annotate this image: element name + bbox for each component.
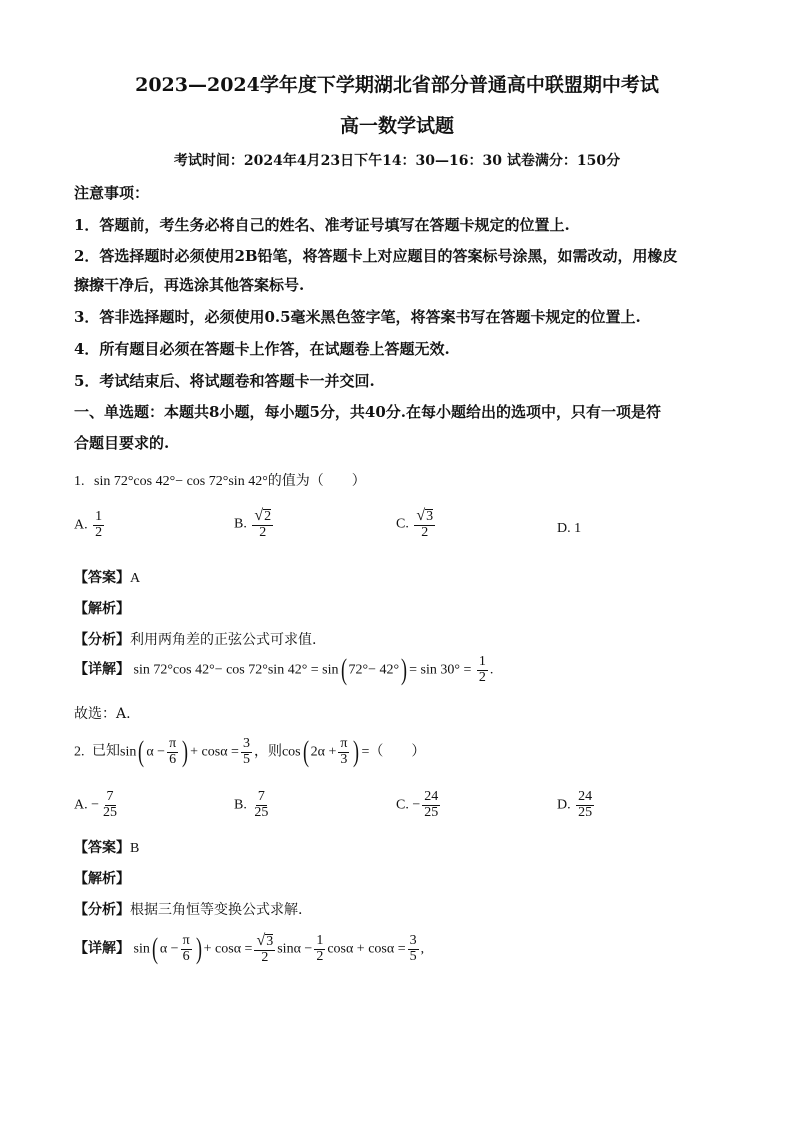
fraction bbox=[314, 934, 325, 964]
sqrt-icon: √ bbox=[254, 507, 264, 524]
option-label: A. bbox=[74, 797, 88, 813]
expr: + cosα = bbox=[190, 744, 239, 760]
fraction bbox=[93, 510, 104, 540]
denominator: 25 bbox=[424, 804, 439, 820]
expr: cosα + cosα = bbox=[327, 941, 406, 957]
option-label: A. bbox=[74, 517, 88, 533]
option-label: B. bbox=[234, 516, 247, 532]
fraction bbox=[167, 737, 178, 767]
right-paren: ) bbox=[401, 653, 408, 687]
fraction bbox=[408, 934, 419, 964]
answer-value: A bbox=[130, 571, 141, 586]
expr: 2α + bbox=[310, 744, 337, 760]
option-label: D. bbox=[557, 797, 571, 813]
detail-expr: = sin 30° = bbox=[409, 662, 472, 678]
denominator: 25 bbox=[578, 804, 593, 820]
fn-sin: sin bbox=[133, 941, 150, 957]
numerator: 24 bbox=[424, 789, 439, 804]
denominator: 6 bbox=[182, 948, 190, 964]
radicand: 3 bbox=[426, 509, 434, 524]
answer-value: B bbox=[130, 841, 140, 856]
denominator: 2 bbox=[259, 524, 267, 540]
exam-info: 考试时间：2024年4月23日下午14：30—16：30 试卷满分：150分 bbox=[173, 153, 621, 169]
exam-subtitle: 高一数学试题 bbox=[339, 115, 454, 137]
fraction bbox=[338, 737, 349, 767]
option-value: 1 bbox=[574, 521, 582, 536]
fraction bbox=[181, 934, 192, 964]
numerator bbox=[254, 933, 275, 951]
answer-tag: 【答案】 bbox=[74, 570, 130, 586]
fenxi-line bbox=[74, 629, 316, 649]
fn-cos: cos bbox=[281, 744, 301, 760]
minus-sign: − bbox=[91, 797, 100, 813]
question-prefix: 已知 bbox=[92, 744, 120, 760]
numerator: 3 bbox=[409, 933, 417, 949]
numerator: 24 bbox=[578, 789, 593, 804]
section-heading: 一、单选题：本题共8小题，每小题5分，共40分.在每小题给出的选项中，只有一项是符 bbox=[74, 403, 661, 421]
denominator: 6 bbox=[169, 751, 177, 767]
numerator: 1 bbox=[478, 654, 486, 669]
question-suffix: 的值为（ ） bbox=[267, 474, 366, 489]
note-item: 1．答题前，考生务必将自己的姓名、准考证号填写在答题卡规定的位置上. bbox=[74, 216, 570, 234]
fraction bbox=[422, 790, 440, 820]
minus-sign: − bbox=[412, 797, 421, 813]
question-1 bbox=[74, 470, 366, 490]
exam-title: 2023—2024学年度下学期湖北省部分普通高中联盟期中考试 bbox=[135, 74, 659, 96]
numerator: 7 bbox=[106, 789, 114, 804]
sqrt-icon: √ bbox=[416, 507, 426, 524]
left-paren: ( bbox=[138, 735, 145, 769]
question-2 bbox=[74, 737, 425, 767]
fraction bbox=[101, 790, 119, 820]
fraction bbox=[241, 737, 252, 767]
fenxi-tag: 【分析】 bbox=[74, 902, 130, 918]
numerator: 1 bbox=[95, 509, 103, 524]
fraction bbox=[254, 933, 275, 965]
note-item: 2．答选择题时必须使用2B铅笔，将答题卡上对应题目的答案标号涂黑，如需改动，用橡皮 bbox=[74, 247, 678, 265]
numerator bbox=[252, 508, 273, 526]
q2-option-a bbox=[74, 790, 121, 820]
denominator: 25 bbox=[254, 804, 269, 820]
denominator: 2 bbox=[421, 524, 429, 540]
question-number: 2. bbox=[74, 744, 85, 760]
fraction bbox=[252, 790, 270, 820]
numerator: 7 bbox=[257, 789, 265, 804]
option-label: B. bbox=[234, 797, 247, 813]
right-paren: ) bbox=[195, 932, 202, 966]
fraction bbox=[252, 508, 273, 540]
detail-expr: 72°− 42° bbox=[348, 662, 400, 678]
denominator: 25 bbox=[103, 804, 118, 820]
denominator: 2 bbox=[95, 524, 103, 540]
note-item: 3．答非选择题时，必须使用0.5毫米黑色签字笔，将答案书写在答题卡规定的位置上. bbox=[74, 308, 641, 326]
option-label: D. bbox=[557, 521, 571, 536]
numerator: 3 bbox=[242, 736, 250, 751]
q2-option-b bbox=[234, 790, 272, 820]
question-number: 1. bbox=[74, 474, 85, 489]
notes-heading: 注意事项： bbox=[74, 184, 150, 202]
fn-sin: sin bbox=[120, 744, 137, 760]
detail-end: , bbox=[420, 941, 425, 957]
fenxi-tag: 【分析】 bbox=[74, 632, 130, 648]
expr: α − bbox=[146, 744, 166, 760]
expr: sinα − bbox=[277, 941, 313, 957]
note-item: 4．所有题目必须在答题卡上作答，在试题卷上答题无效. bbox=[74, 340, 450, 358]
denominator: 2 bbox=[316, 948, 324, 964]
sqrt-icon: √ bbox=[256, 932, 266, 949]
denominator: 2 bbox=[478, 669, 486, 685]
answer-line bbox=[74, 567, 140, 587]
fraction bbox=[477, 655, 488, 685]
question-stem: sin 72°cos 42°− cos 72°sin 42° bbox=[94, 474, 268, 489]
q1-option-c bbox=[396, 508, 437, 540]
expr: =（ ） bbox=[361, 744, 426, 760]
detail-line bbox=[74, 655, 493, 685]
numerator: 1 bbox=[316, 933, 324, 949]
section-heading-cont: 合题目要求的. bbox=[74, 434, 170, 452]
detail-tag: 【详解】 bbox=[74, 662, 130, 678]
fenxi-text: 根据三角恒等变换公式求解. bbox=[130, 902, 303, 918]
q1-option-a bbox=[74, 510, 106, 540]
expr: + cosα = bbox=[203, 941, 253, 957]
denominator: 2 bbox=[261, 949, 269, 965]
q2-option-d bbox=[557, 790, 596, 820]
denominator: 5 bbox=[409, 948, 417, 964]
denominator: 3 bbox=[340, 751, 348, 767]
radicand: 2 bbox=[264, 509, 272, 524]
expr: α − bbox=[159, 941, 179, 957]
fraction bbox=[576, 790, 594, 820]
numerator: π bbox=[182, 933, 190, 949]
note-item: 擦擦干净后，再选涂其他答案标号. bbox=[74, 276, 305, 294]
numerator: π bbox=[340, 736, 348, 751]
right-paren: ) bbox=[353, 735, 360, 769]
option-label: C. bbox=[396, 797, 409, 813]
option-label: C. bbox=[396, 516, 409, 532]
left-paren: ( bbox=[302, 735, 309, 769]
numerator: π bbox=[169, 736, 177, 751]
answer-tag: 【答案】 bbox=[74, 840, 130, 856]
expr-then: ，则 bbox=[253, 744, 282, 760]
answer-line bbox=[74, 837, 139, 857]
q2-option-c bbox=[396, 790, 442, 820]
fenxi-line bbox=[74, 899, 302, 919]
denominator: 5 bbox=[242, 751, 250, 767]
left-paren: ( bbox=[340, 653, 347, 687]
detail-tag: 【详解】 bbox=[74, 941, 130, 957]
numerator bbox=[414, 508, 435, 526]
fenxi-text: 利用两角差的正弦公式可求值. bbox=[130, 632, 317, 648]
detail-expr: sin 72°cos 42°− cos 72°sin 42° = sin bbox=[133, 662, 339, 678]
left-paren: ( bbox=[151, 932, 158, 966]
fraction bbox=[414, 508, 435, 540]
analysis-tag: 【解析】 bbox=[74, 601, 130, 617]
note-item: 5．考试结束后、将试题卷和答题卡一并交回. bbox=[74, 372, 375, 390]
conclusion: 故选：A. bbox=[74, 706, 131, 722]
detail-end: . bbox=[489, 662, 494, 678]
analysis-tag: 【解析】 bbox=[74, 871, 130, 887]
q1-option-b bbox=[234, 508, 275, 540]
radicand: 3 bbox=[266, 934, 274, 949]
right-paren: ) bbox=[182, 735, 189, 769]
detail-line bbox=[74, 933, 424, 965]
q1-option-d bbox=[557, 521, 581, 537]
